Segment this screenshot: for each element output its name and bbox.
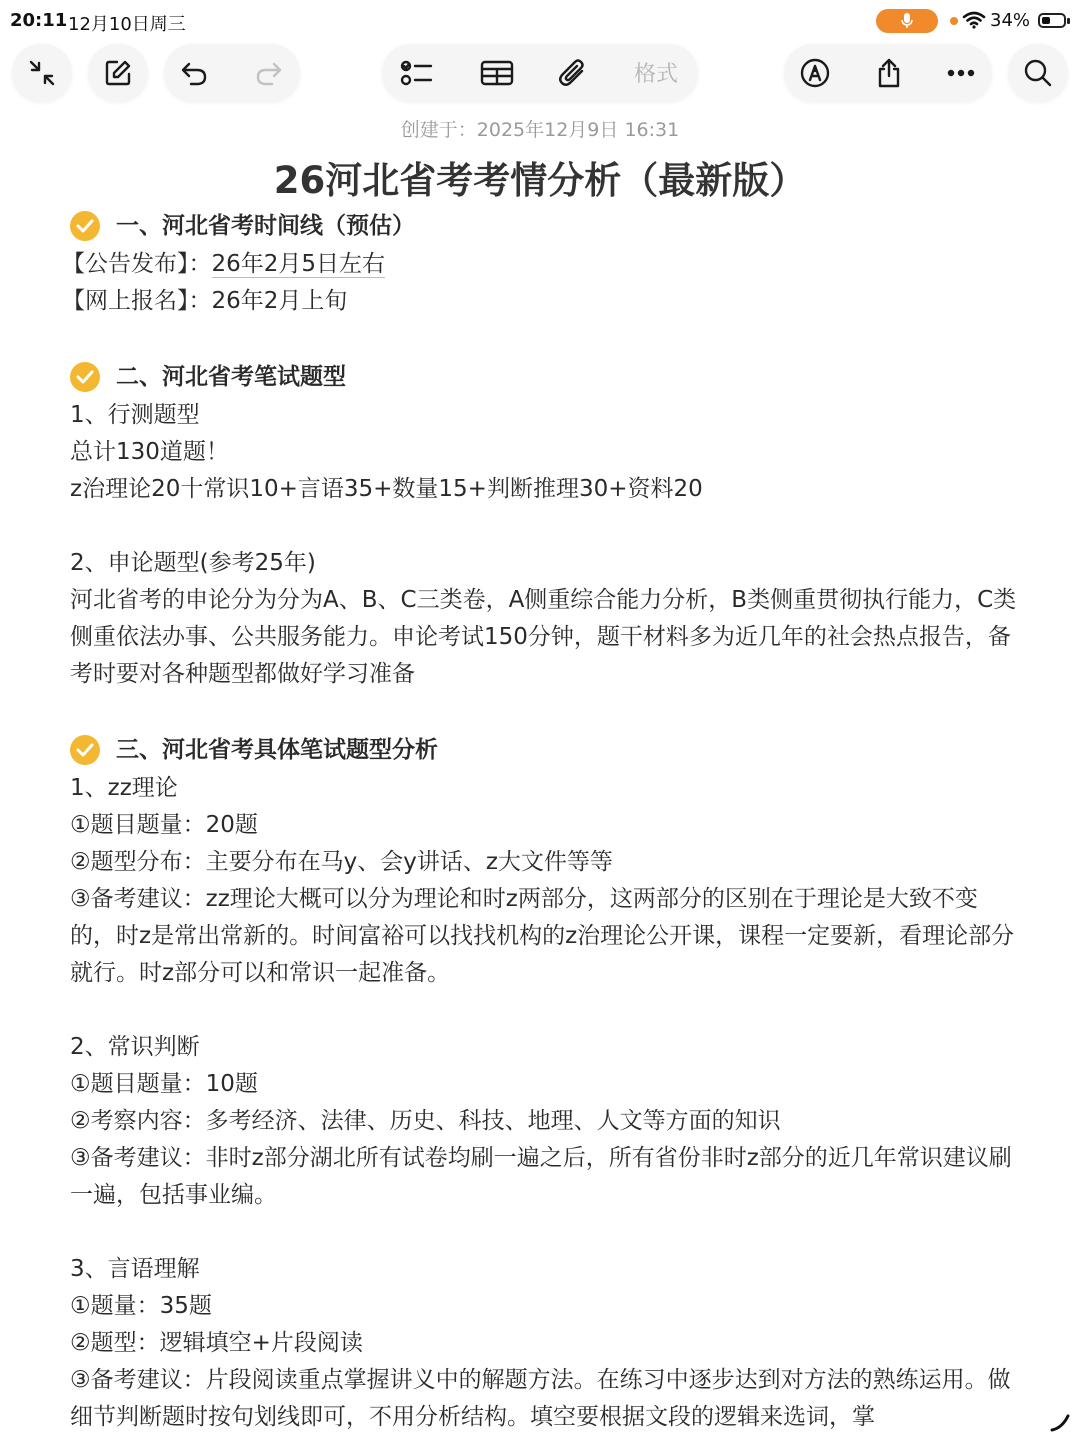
collapse-button[interactable] (13, 44, 71, 102)
markup-button[interactable] (786, 44, 844, 102)
attachment-icon (558, 57, 588, 89)
checklist-button[interactable] (388, 44, 446, 102)
attachment-button[interactable] (544, 44, 602, 102)
recording-dot (950, 17, 958, 25)
search-icon (1023, 58, 1053, 88)
battery-percent: 34% (990, 10, 1031, 31)
checkmark-icon (70, 211, 100, 241)
text-line: 2、申论题型(参考25年) (70, 550, 316, 576)
text-line: 1、zz理论 (70, 775, 178, 801)
text-paragraph: 河北省考的申论分为分为A、B、C三类卷，A侧重综合能力分析，B类侧重贯彻执行能力，C类侧重依法办事、公共服务能力。申论考试150分钟，题干材料多为近几年的社会热点报告，备考时要对各种题型都做好学习准备 (70, 587, 1017, 687)
text-line: ①题量：35题 (70, 1293, 212, 1319)
announcement-date: 26年2月5日左右 (211, 251, 386, 277)
checkmark-icon (70, 362, 100, 392)
checkmark-icon (70, 735, 100, 765)
timeline-announcement (62, 246, 1020, 283)
note-body[interactable] (62, 206, 1020, 1436)
text-line: 2、常识判断 (70, 1034, 200, 1060)
pencil-indicator-icon (1048, 1410, 1072, 1434)
microphone-icon (900, 12, 914, 30)
microphone-indicator[interactable] (876, 9, 938, 33)
text-line: z治理论20十常识10+言语35+数量15+判断推理30+资料20 (70, 476, 703, 502)
compose-icon (103, 58, 133, 88)
text-line: 总计130道题！ (70, 439, 229, 465)
share-button[interactable] (860, 44, 918, 102)
more-icon (946, 58, 976, 88)
share-icon (874, 57, 904, 89)
table-icon (480, 58, 514, 88)
status-time: 20:11 (10, 10, 68, 31)
text-paragraph: ③备考建议：zz理论大概可以分为理论和时z两部分，这两部分的区别在于理论是大致不变的，时z是常出常新的。时间富裕可以找找机构的z治理论公开课，课程一定要新，看理论部分就行。时z部分可以和常识一起准备。 (70, 886, 1015, 986)
created-timestamp: 创建于：2025年12月9日 16:31 (400, 119, 680, 141)
markup-icon (799, 57, 831, 89)
section-heading-text: 三、河北省考具体笔试题型分析 (116, 737, 438, 763)
text-line: ①题目题量：10题 (70, 1071, 258, 1097)
battery-icon (1038, 13, 1066, 28)
text-line: 1、行测题型 (70, 402, 200, 428)
undo-icon (179, 58, 209, 88)
text-paragraph: ③备考建议：片段阅读重点掌握讲义中的解题方法。在练习中逐步达到对方法的熟练运用。做细节判断题时按句划线即可，不用分析结构。填空要根据文段的逻辑来选词，掌 (70, 1367, 1011, 1430)
section-heading-analysis (70, 730, 1020, 770)
text-line: ①题目题量：20题 (70, 812, 258, 838)
format-button[interactable]: 格式 (634, 62, 679, 87)
compose-button[interactable] (89, 44, 147, 102)
redo-icon (254, 58, 284, 88)
status-date: 12月10日周三 (68, 14, 186, 35)
text-line: 3、言语理解 (70, 1256, 200, 1282)
table-button[interactable] (468, 44, 526, 102)
announcement-label: 【公告发布】： (62, 251, 212, 277)
search-button[interactable] (1009, 44, 1067, 102)
section-heading-timeline (70, 206, 1020, 246)
redo-button[interactable] (240, 44, 298, 102)
text-line: ②题型分布：主要分布在马y、会y讲话、z大文件等等 (70, 849, 613, 875)
text-paragraph: ③备考建议：非时z部分湖北所有试卷均刷一遍之后，所有省份非时z部分的近几年常识建议刷一遍，包括事业编。 (70, 1145, 1012, 1208)
timeline-registration: 【网上报名】：26年2月上旬 (62, 288, 348, 314)
wifi-icon (962, 11, 986, 29)
text-line: ②考察内容：多考经济、法律、历史、科技、地理、人文等方面的知识 (70, 1108, 781, 1134)
undo-button[interactable] (165, 44, 223, 102)
section-heading-exam-types (70, 357, 1020, 397)
checklist-icon (400, 58, 434, 88)
status-bar (0, 0, 1080, 42)
section-heading-text: 二、河北省考笔试题型 (116, 364, 346, 390)
battery-tip (1067, 18, 1070, 24)
collapse-icon (27, 58, 57, 88)
more-button[interactable] (932, 44, 990, 102)
note-title[interactable]: 26河北省考考情分析（最新版） (273, 159, 807, 202)
text-line: ②题型：逻辑填空+片段阅读 (70, 1330, 363, 1356)
section-heading-text: 一、河北省考时间线（预估） (116, 213, 415, 239)
